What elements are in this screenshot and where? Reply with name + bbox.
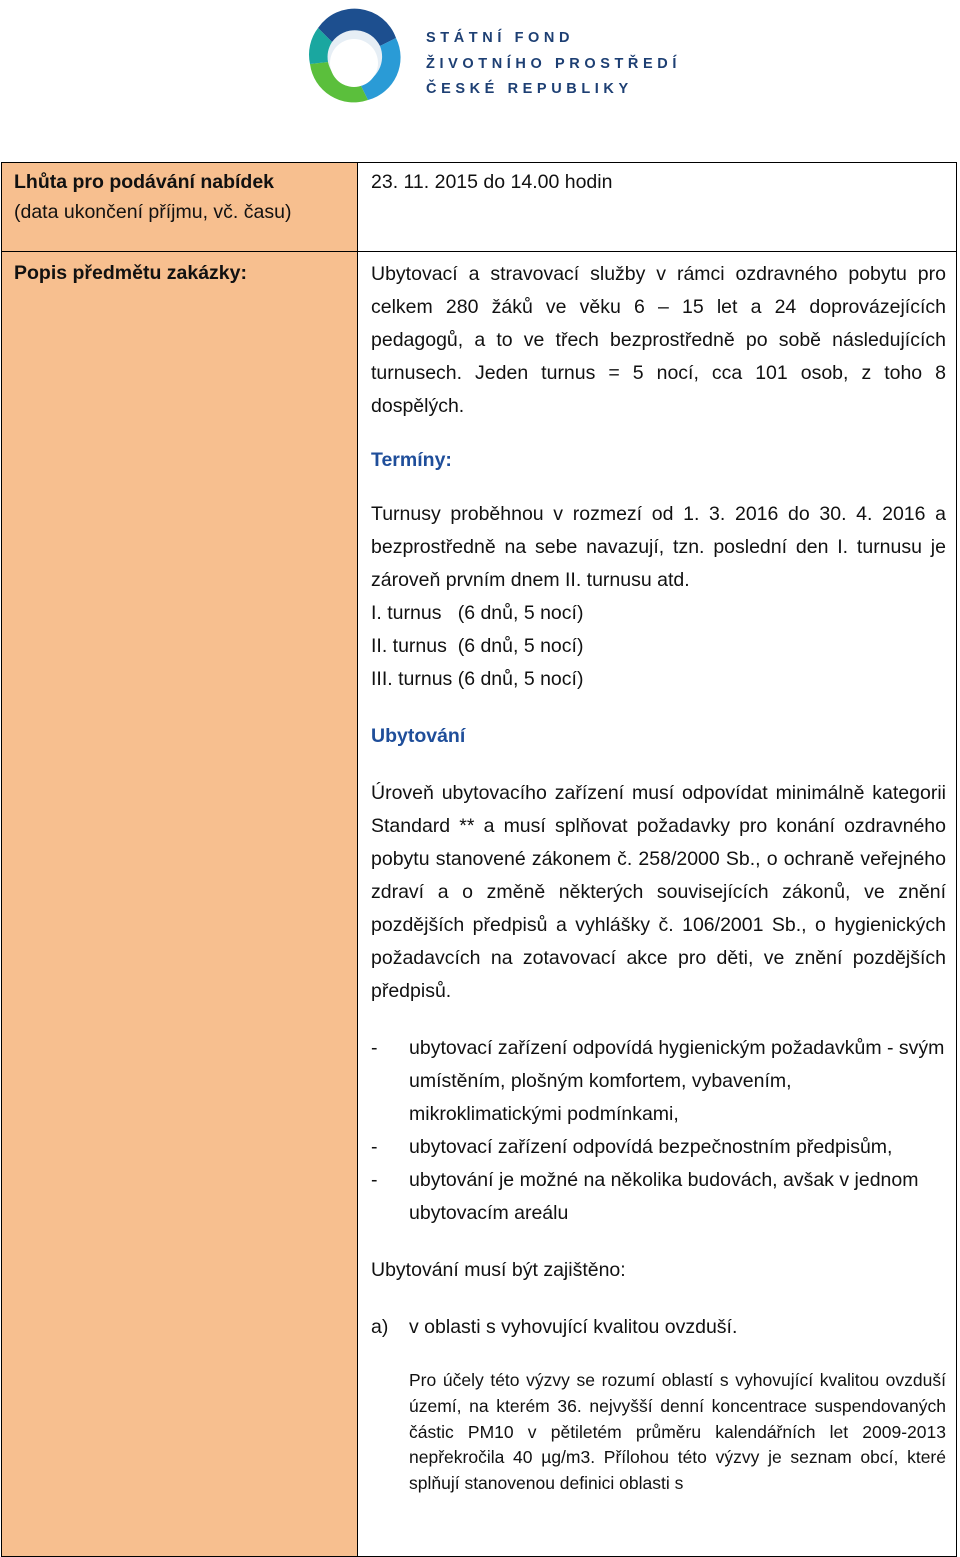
terms-heading: Termíny:	[371, 449, 452, 471]
accommodation-heading: Ubytování	[371, 725, 466, 747]
must-heading: Ubytování musí být zajištěno:	[371, 1259, 626, 1281]
logo-line-2: ŽIVOTNÍHO PROSTŘEDÍ	[426, 55, 681, 72]
logo-text	[426, 26, 681, 103]
item-a-marker: a)	[371, 1316, 389, 1338]
logo-emblem-icon	[288, 8, 418, 108]
subject-intro: Ubytovací a stravovací služby v rámci ozdravného pobytu pro celkem 280 žáků ve věku 6 – 15 let a 24 doprovázejících pedagogů, a to ve třech bezprostředně po sobě následujících turnusech. Jeden turnus = 5 nocí, cca 101 osob, z toho 8 dospělých.	[371, 263, 946, 417]
item-a-note: Pro účely této výzvy se rozumí oblastí s vyhovující kvalitou ovzduší území, na kterém 36. nejvyšší denní koncentrace suspendovaných částic PM10 v pětiletém průměru kalendářních let 2009-2013 nepřekročila 40 µg/m3. Přílohou této výzvy je seznam obcí, které splňují stanovenou definici oblasti s	[409, 1370, 946, 1494]
deadline-value: 23. 11. 2015 do 14.00 hodin	[371, 171, 613, 193]
bullet-item-1	[371, 1032, 946, 1131]
turnus-3: III. turnus (6 dnů, 5 nocí)	[371, 668, 584, 690]
logo-line-1: STÁTNÍ FOND	[426, 30, 575, 46]
deadline-row	[2, 163, 957, 252]
subject-content	[371, 256, 946, 1556]
bullet-marker: -	[371, 1136, 378, 1158]
bullet-text-3: ubytování je možné na několika budovách, avšak v jednom ubytovacím areálu	[409, 1169, 919, 1224]
subject-row	[2, 252, 957, 1557]
logo-line-3: ČESKÉ REPUBLIKY	[426, 81, 633, 97]
bullet-item-3	[371, 1164, 946, 1230]
deadline-value-cell	[358, 163, 957, 252]
deadline-label: Lhůta pro podávání nabídek	[14, 171, 275, 193]
subject-label: Popis předmětu zakázky:	[14, 262, 247, 284]
bullet-text-1: ubytovací zařízení odpovídá hygienickým požadavkům - svým umístěním, plošným komfortem, vybavením, mikroklimatickými podmínkami,	[409, 1037, 945, 1125]
bullet-item-2	[371, 1131, 946, 1164]
deadline-sublabel: (data ukončení příjmu, vč. času)	[14, 201, 292, 223]
terms-text: Turnusy proběhnou v rozmezí od 1. 3. 2016 do 30. 4. 2016 a bezprostředně na sebe navazují, tzn. poslední den I. turnusu je zároveň prvním dnem II. turnusu atd.	[371, 503, 946, 591]
deadline-label-cell	[2, 163, 358, 252]
tender-table	[1, 162, 957, 1557]
sfzp-logo	[288, 8, 688, 108]
item-a	[371, 1311, 946, 1344]
turnus-2: II. turnus (6 dnů, 5 nocí)	[371, 635, 584, 657]
bullet-marker: -	[371, 1037, 378, 1059]
subject-label-cell	[2, 252, 358, 1557]
subject-content-cell	[358, 252, 957, 1557]
turnus-1: I. turnus (6 dnů, 5 nocí)	[371, 602, 584, 624]
accommodation-text: Úroveň ubytovacího zařízení musí odpovídat minimálně kategorii Standard ** a musí splňovat požadavky pro konání ozdravného pobytu stanovené zákonem č. 258/2000 Sb., o ochraně veřejného zdraví a o změně některých souvisejících zákonů, ve znění pozdějších předpisů a vyhlášky č. 106/2001 Sb., o hygienických požadavcích na zotavovací akce pro děti, ve znění pozdějších předpisů.	[371, 782, 946, 1002]
bullet-text-2: ubytovací zařízení odpovídá bezpečnostním předpisům,	[409, 1136, 893, 1158]
item-a-text: v oblasti s vyhovující kvalitou ovzduší.	[409, 1316, 738, 1338]
bullet-marker: -	[371, 1169, 378, 1191]
